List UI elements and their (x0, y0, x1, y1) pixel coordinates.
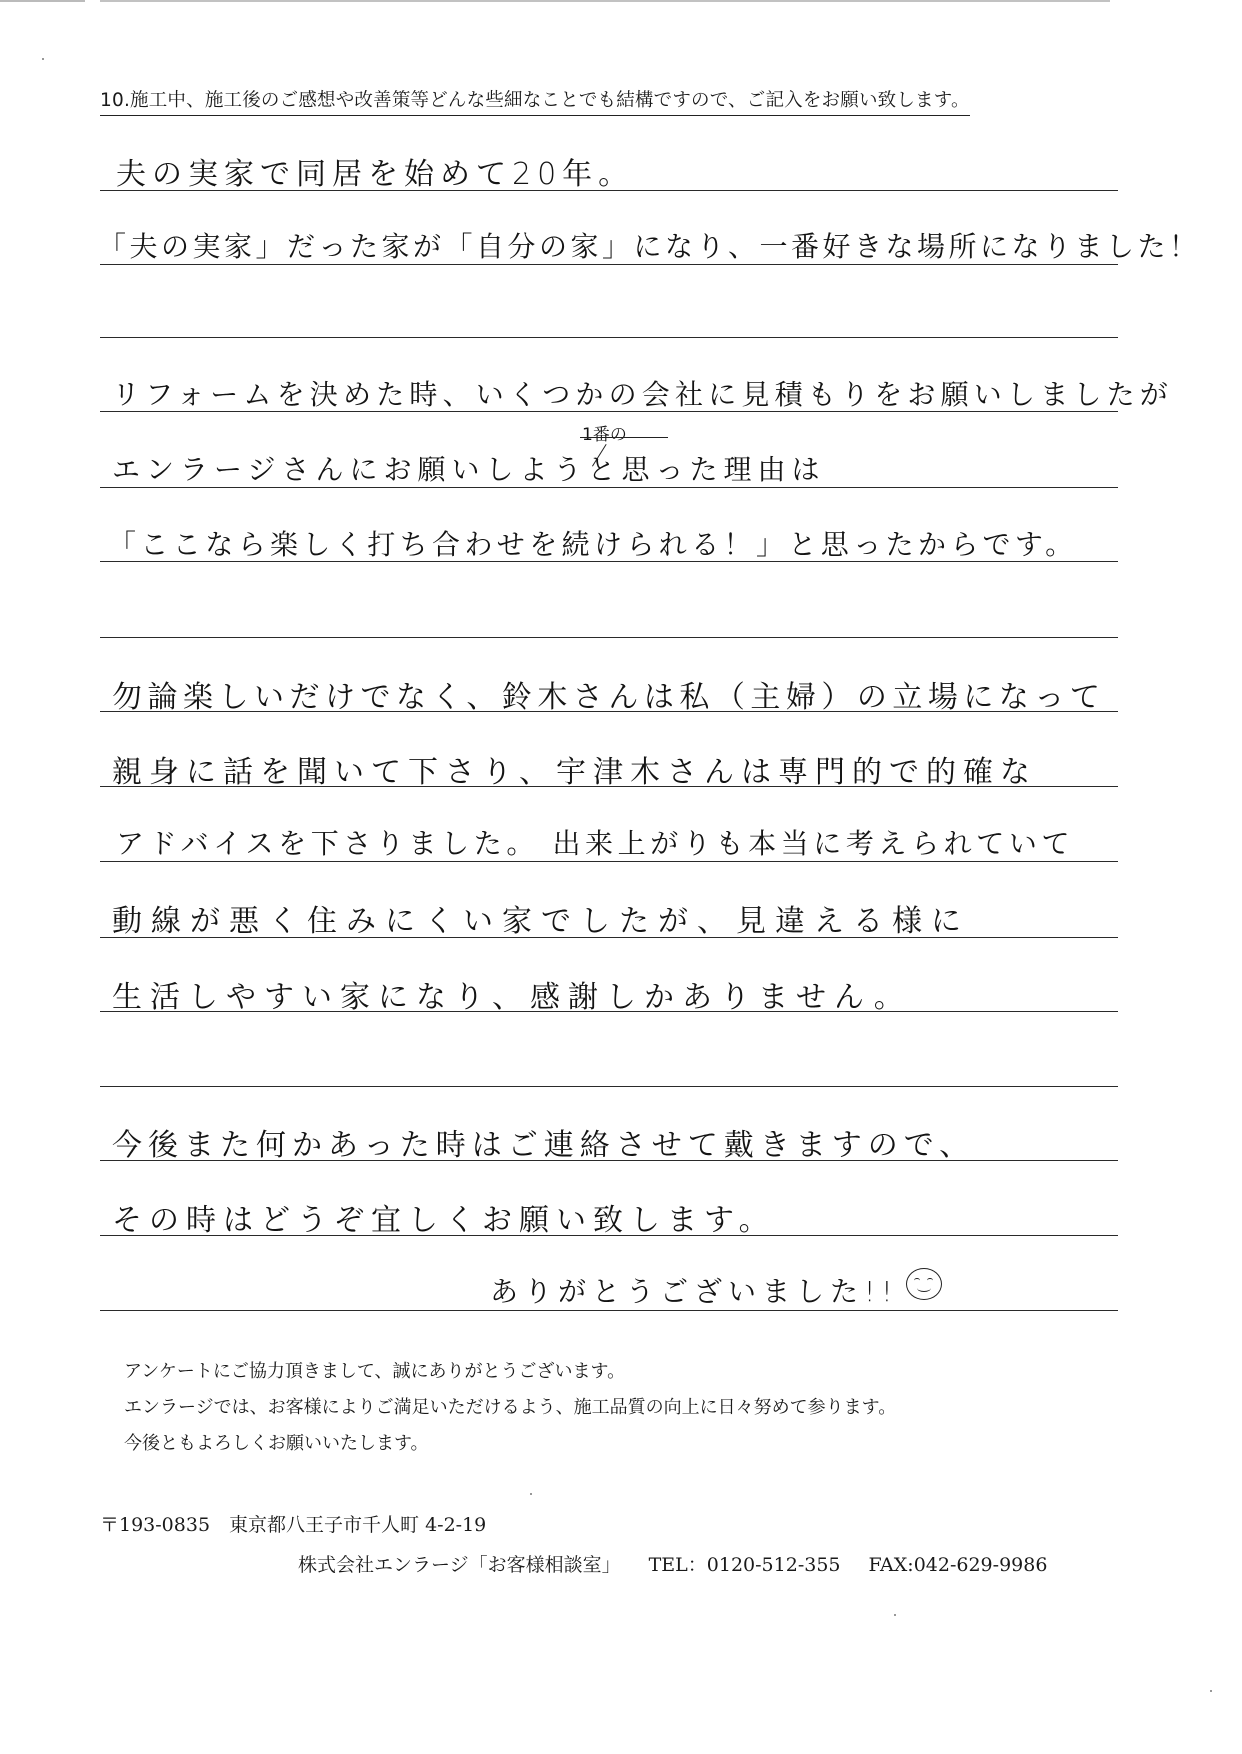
answer-line-4: リフォームを決めた時、いくつかの会社に見積もりをお願いしましたが (112, 378, 1174, 411)
tel-number: TEL：0120-512-355 (648, 1554, 841, 1576)
answer-line-10: アドバイスを下さりました。 出来上がりも本当に考えられていて (116, 827, 1075, 860)
answer-line-8: 勿論楽しいだけでなく、鈴木さんは私（主婦）の立場になって (112, 680, 1106, 715)
answer-line-15: その時はどうぞ宜しくお願い致します。 (112, 1203, 776, 1238)
closing-line-1: アンケートにご協力頂きまして、誠にありがとうございます。 (124, 1361, 626, 1382)
scan-speck (894, 1614, 896, 1616)
answer-line-6: 「ここなら楽しく打ち合わせを続けられる！」と思ったからです。 (108, 528, 1078, 561)
answer-line-9: 親身に話を聞いて下さり、宇津木さんは専門的で的確な (112, 755, 1037, 790)
closing-line-3: 今後ともよろしくお願いいたします。 (124, 1433, 429, 1454)
answer-line-2: 「夫の実家」だった家が「自分の家」になり、一番好きな場所になりました！ (98, 230, 1201, 263)
answer-line-16: ありがとうございました!! (490, 1275, 899, 1308)
ruled-line (100, 1310, 1118, 1311)
ruled-line (100, 637, 1118, 638)
insertion-bar (580, 437, 668, 438)
answer-line-1: 夫の実家で同居を始めて20年。 (116, 157, 635, 192)
answer-line-12: 生活しやすい家になり、感謝しかありません。 (112, 980, 912, 1015)
scan-speck (42, 58, 44, 60)
ruled-line (100, 337, 1118, 338)
smiley-face-icon (906, 1268, 942, 1300)
top-cut-line (0, 0, 85, 2)
ruled-line (100, 1086, 1118, 1087)
scan-speck (1210, 1690, 1212, 1692)
answer-line-5: エンラージさんにお願いしようと思った理由は (112, 453, 826, 486)
postal-address: 〒193-0835 東京都八王子市千人町 4-2-19 (100, 1514, 487, 1536)
question-heading: 10.施工中、施工後のご感想や改善策等どんな些細なことでも結構ですので、ご記入をお願い致します。 (100, 86, 970, 116)
answer-line-14: 今後また何かあった時はご連絡させて戴きますので、 (112, 1128, 976, 1163)
company-name: 株式会社エンラージ「お客様相談室」 (298, 1554, 621, 1576)
company-contact (298, 1550, 1047, 1577)
closing-line-2: エンラージでは、お客様によりご満足いただけるよう、施工品質の向上に日々努めて参ります。 (124, 1397, 897, 1418)
scan-speck (530, 1493, 532, 1495)
answer-line-11: 動線が悪く住みにくい家でしたが、見違える様に (112, 904, 970, 939)
fax-number: FAX:042-629-9986 (868, 1554, 1048, 1576)
closing-message (124, 1354, 896, 1462)
insertion-note: 1番の (582, 425, 627, 445)
previous-section-edge (100, 0, 1110, 5)
